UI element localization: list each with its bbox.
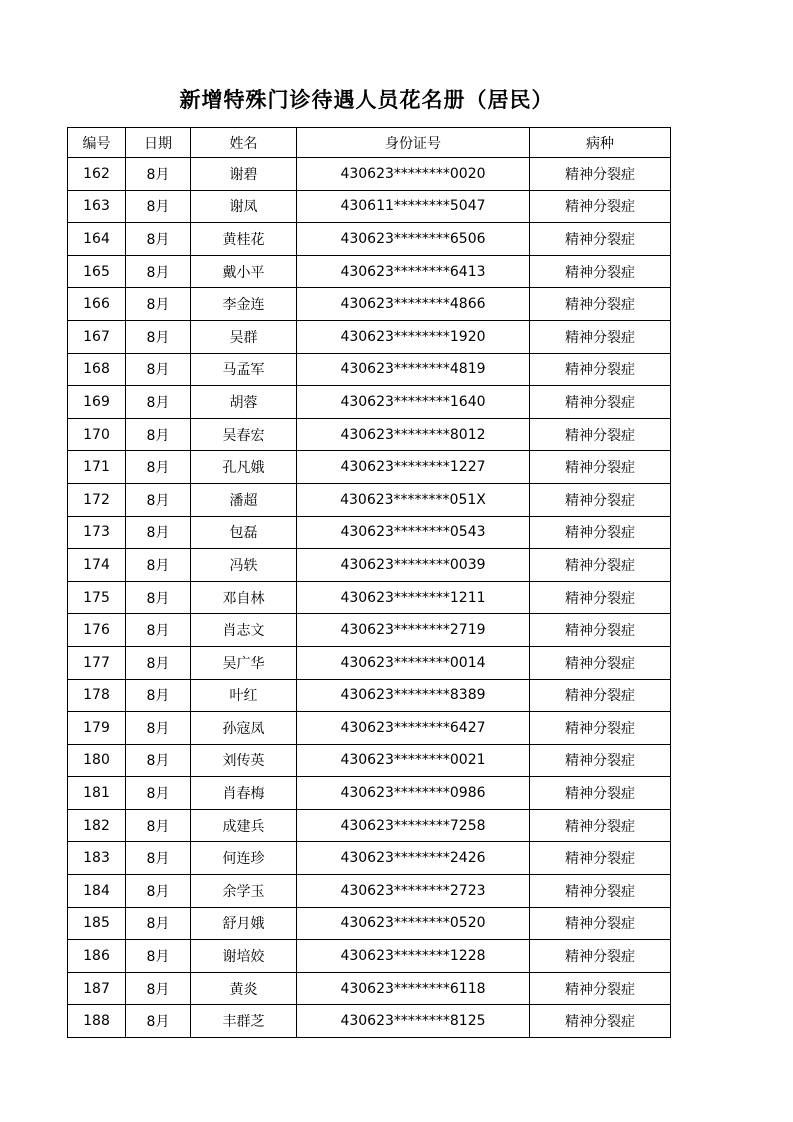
cell-number: 182 xyxy=(68,809,126,842)
cell-disease: 精神分裂症 xyxy=(530,842,671,875)
cell-date: 8月 xyxy=(126,646,191,679)
cell-number: 164 xyxy=(68,223,126,256)
table-row xyxy=(68,842,671,875)
cell-disease: 精神分裂症 xyxy=(530,907,671,940)
cell-name: 黄炎 xyxy=(191,972,297,1005)
table-row xyxy=(68,777,671,810)
table-row xyxy=(68,907,671,940)
cell-disease: 精神分裂症 xyxy=(530,614,671,647)
cell-date: 8月 xyxy=(126,809,191,842)
cell-id-number: 430623********4819 xyxy=(297,353,530,386)
cell-name: 潘超 xyxy=(191,483,297,516)
cell-date: 8月 xyxy=(126,158,191,191)
cell-number: 168 xyxy=(68,353,126,386)
cell-disease: 精神分裂症 xyxy=(530,483,671,516)
cell-number: 176 xyxy=(68,614,126,647)
cell-name: 谢碧 xyxy=(191,158,297,191)
cell-date: 8月 xyxy=(126,288,191,321)
cell-disease: 精神分裂症 xyxy=(530,190,671,223)
cell-disease: 精神分裂症 xyxy=(530,646,671,679)
column-header-disease: 病种 xyxy=(530,128,671,158)
cell-id-number: 430623********1640 xyxy=(297,386,530,419)
cell-name: 马孟军 xyxy=(191,353,297,386)
cell-disease: 精神分裂症 xyxy=(530,972,671,1005)
cell-id-number: 430623********2723 xyxy=(297,875,530,908)
cell-id-number: 430623********2719 xyxy=(297,614,530,647)
table-row xyxy=(68,646,671,679)
cell-date: 8月 xyxy=(126,386,191,419)
roster-table xyxy=(67,127,671,1038)
cell-id-number: 430623********1211 xyxy=(297,581,530,614)
cell-number: 181 xyxy=(68,777,126,810)
table-row xyxy=(68,679,671,712)
cell-name: 舒月娥 xyxy=(191,907,297,940)
cell-date: 8月 xyxy=(126,972,191,1005)
cell-number: 186 xyxy=(68,940,126,973)
cell-number: 167 xyxy=(68,320,126,353)
table-row xyxy=(68,190,671,223)
table-row xyxy=(68,940,671,973)
table-row xyxy=(68,483,671,516)
cell-number: 184 xyxy=(68,875,126,908)
cell-disease: 精神分裂症 xyxy=(530,549,671,582)
table-body xyxy=(68,158,671,1038)
cell-number: 177 xyxy=(68,646,126,679)
cell-id-number: 430623********0986 xyxy=(297,777,530,810)
cell-date: 8月 xyxy=(126,777,191,810)
table-row xyxy=(68,158,671,191)
table-row xyxy=(68,451,671,484)
cell-disease: 精神分裂症 xyxy=(530,712,671,745)
cell-date: 8月 xyxy=(126,907,191,940)
cell-id-number: 430623********2426 xyxy=(297,842,530,875)
cell-disease: 精神分裂症 xyxy=(530,940,671,973)
cell-number: 171 xyxy=(68,451,126,484)
column-header-date: 日期 xyxy=(126,128,191,158)
cell-id-number: 430623********7258 xyxy=(297,809,530,842)
table-row xyxy=(68,1005,671,1038)
cell-number: 183 xyxy=(68,842,126,875)
cell-id-number: 430623********1920 xyxy=(297,320,530,353)
cell-disease: 精神分裂症 xyxy=(530,516,671,549)
cell-number: 188 xyxy=(68,1005,126,1038)
cell-number: 169 xyxy=(68,386,126,419)
cell-disease: 精神分裂症 xyxy=(530,777,671,810)
cell-name: 冯轶 xyxy=(191,549,297,582)
cell-name: 胡蓉 xyxy=(191,386,297,419)
table-row xyxy=(68,549,671,582)
column-header-id-number: 身份证号 xyxy=(297,128,530,158)
cell-id-number: 430623********0020 xyxy=(297,158,530,191)
cell-number: 180 xyxy=(68,744,126,777)
cell-disease: 精神分裂症 xyxy=(530,288,671,321)
cell-disease: 精神分裂症 xyxy=(530,679,671,712)
table-row xyxy=(68,581,671,614)
cell-number: 173 xyxy=(68,516,126,549)
cell-disease: 精神分裂症 xyxy=(530,744,671,777)
cell-id-number: 430623********6413 xyxy=(297,255,530,288)
table-row xyxy=(68,875,671,908)
cell-name: 余学玉 xyxy=(191,875,297,908)
cell-disease: 精神分裂症 xyxy=(530,255,671,288)
cell-number: 179 xyxy=(68,712,126,745)
cell-disease: 精神分裂症 xyxy=(530,581,671,614)
table-header-row xyxy=(68,128,671,158)
column-header-number: 编号 xyxy=(68,128,126,158)
cell-disease: 精神分裂症 xyxy=(530,353,671,386)
cell-number: 162 xyxy=(68,158,126,191)
table-row xyxy=(68,712,671,745)
cell-disease: 精神分裂症 xyxy=(530,320,671,353)
table-row xyxy=(68,288,671,321)
cell-number: 172 xyxy=(68,483,126,516)
cell-disease: 精神分裂症 xyxy=(530,875,671,908)
cell-date: 8月 xyxy=(126,614,191,647)
cell-id-number: 430623********8389 xyxy=(297,679,530,712)
cell-name: 肖志文 xyxy=(191,614,297,647)
cell-date: 8月 xyxy=(126,255,191,288)
cell-date: 8月 xyxy=(126,418,191,451)
cell-date: 8月 xyxy=(126,549,191,582)
cell-id-number: 430623********0021 xyxy=(297,744,530,777)
cell-id-number: 430611********5047 xyxy=(297,190,530,223)
cell-name: 李金连 xyxy=(191,288,297,321)
cell-name: 刘传英 xyxy=(191,744,297,777)
table-row xyxy=(68,353,671,386)
cell-date: 8月 xyxy=(126,483,191,516)
cell-date: 8月 xyxy=(126,320,191,353)
table-row xyxy=(68,320,671,353)
cell-name: 包磊 xyxy=(191,516,297,549)
cell-name: 孙寇凤 xyxy=(191,712,297,745)
table-row xyxy=(68,516,671,549)
table-row xyxy=(68,614,671,647)
cell-date: 8月 xyxy=(126,451,191,484)
cell-disease: 精神分裂症 xyxy=(530,451,671,484)
cell-id-number: 430623********1227 xyxy=(297,451,530,484)
document-title: 新增特殊门诊待遇人员花名册（居民） xyxy=(179,87,554,112)
cell-name: 黄桂花 xyxy=(191,223,297,256)
cell-id-number: 430623********0520 xyxy=(297,907,530,940)
cell-date: 8月 xyxy=(126,516,191,549)
cell-number: 166 xyxy=(68,288,126,321)
cell-disease: 精神分裂症 xyxy=(530,223,671,256)
cell-id-number: 430623********8125 xyxy=(297,1005,530,1038)
cell-name: 吴广华 xyxy=(191,646,297,679)
cell-name: 孔凡娥 xyxy=(191,451,297,484)
cell-number: 178 xyxy=(68,679,126,712)
cell-id-number: 430623********8012 xyxy=(297,418,530,451)
cell-date: 8月 xyxy=(126,223,191,256)
cell-name: 谢培姣 xyxy=(191,940,297,973)
cell-number: 174 xyxy=(68,549,126,582)
cell-number: 175 xyxy=(68,581,126,614)
table-row xyxy=(68,809,671,842)
cell-date: 8月 xyxy=(126,190,191,223)
cell-name: 戴小平 xyxy=(191,255,297,288)
cell-name: 成建兵 xyxy=(191,809,297,842)
cell-number: 165 xyxy=(68,255,126,288)
cell-name: 丰群芝 xyxy=(191,1005,297,1038)
cell-name: 谢凤 xyxy=(191,190,297,223)
cell-id-number: 430623********4866 xyxy=(297,288,530,321)
cell-disease: 精神分裂症 xyxy=(530,158,671,191)
cell-id-number: 430623********6427 xyxy=(297,712,530,745)
cell-date: 8月 xyxy=(126,842,191,875)
cell-name: 吴春宏 xyxy=(191,418,297,451)
cell-name: 邓自林 xyxy=(191,581,297,614)
cell-name: 肖春梅 xyxy=(191,777,297,810)
table-row xyxy=(68,255,671,288)
cell-id-number: 430623********0014 xyxy=(297,646,530,679)
cell-number: 170 xyxy=(68,418,126,451)
table-row xyxy=(68,418,671,451)
column-header-name: 姓名 xyxy=(191,128,297,158)
table-row xyxy=(68,972,671,1005)
cell-name: 叶红 xyxy=(191,679,297,712)
table-row xyxy=(68,744,671,777)
cell-date: 8月 xyxy=(126,679,191,712)
cell-disease: 精神分裂症 xyxy=(530,386,671,419)
cell-id-number: 430623********0543 xyxy=(297,516,530,549)
cell-disease: 精神分裂症 xyxy=(530,809,671,842)
cell-name: 吴群 xyxy=(191,320,297,353)
cell-date: 8月 xyxy=(126,581,191,614)
cell-date: 8月 xyxy=(126,940,191,973)
cell-date: 8月 xyxy=(126,1005,191,1038)
cell-id-number: 430623********6506 xyxy=(297,223,530,256)
cell-id-number: 430623********0039 xyxy=(297,549,530,582)
cell-name: 何连珍 xyxy=(191,842,297,875)
cell-id-number: 430623********6118 xyxy=(297,972,530,1005)
cell-disease: 精神分裂症 xyxy=(530,1005,671,1038)
cell-id-number: 430623********1228 xyxy=(297,940,530,973)
cell-number: 185 xyxy=(68,907,126,940)
table-row xyxy=(68,223,671,256)
cell-date: 8月 xyxy=(126,875,191,908)
cell-date: 8月 xyxy=(126,353,191,386)
cell-date: 8月 xyxy=(126,712,191,745)
cell-date: 8月 xyxy=(126,744,191,777)
cell-number: 187 xyxy=(68,972,126,1005)
cell-disease: 精神分裂症 xyxy=(530,418,671,451)
table-row xyxy=(68,386,671,419)
cell-number: 163 xyxy=(68,190,126,223)
cell-id-number: 430623********051X xyxy=(297,483,530,516)
